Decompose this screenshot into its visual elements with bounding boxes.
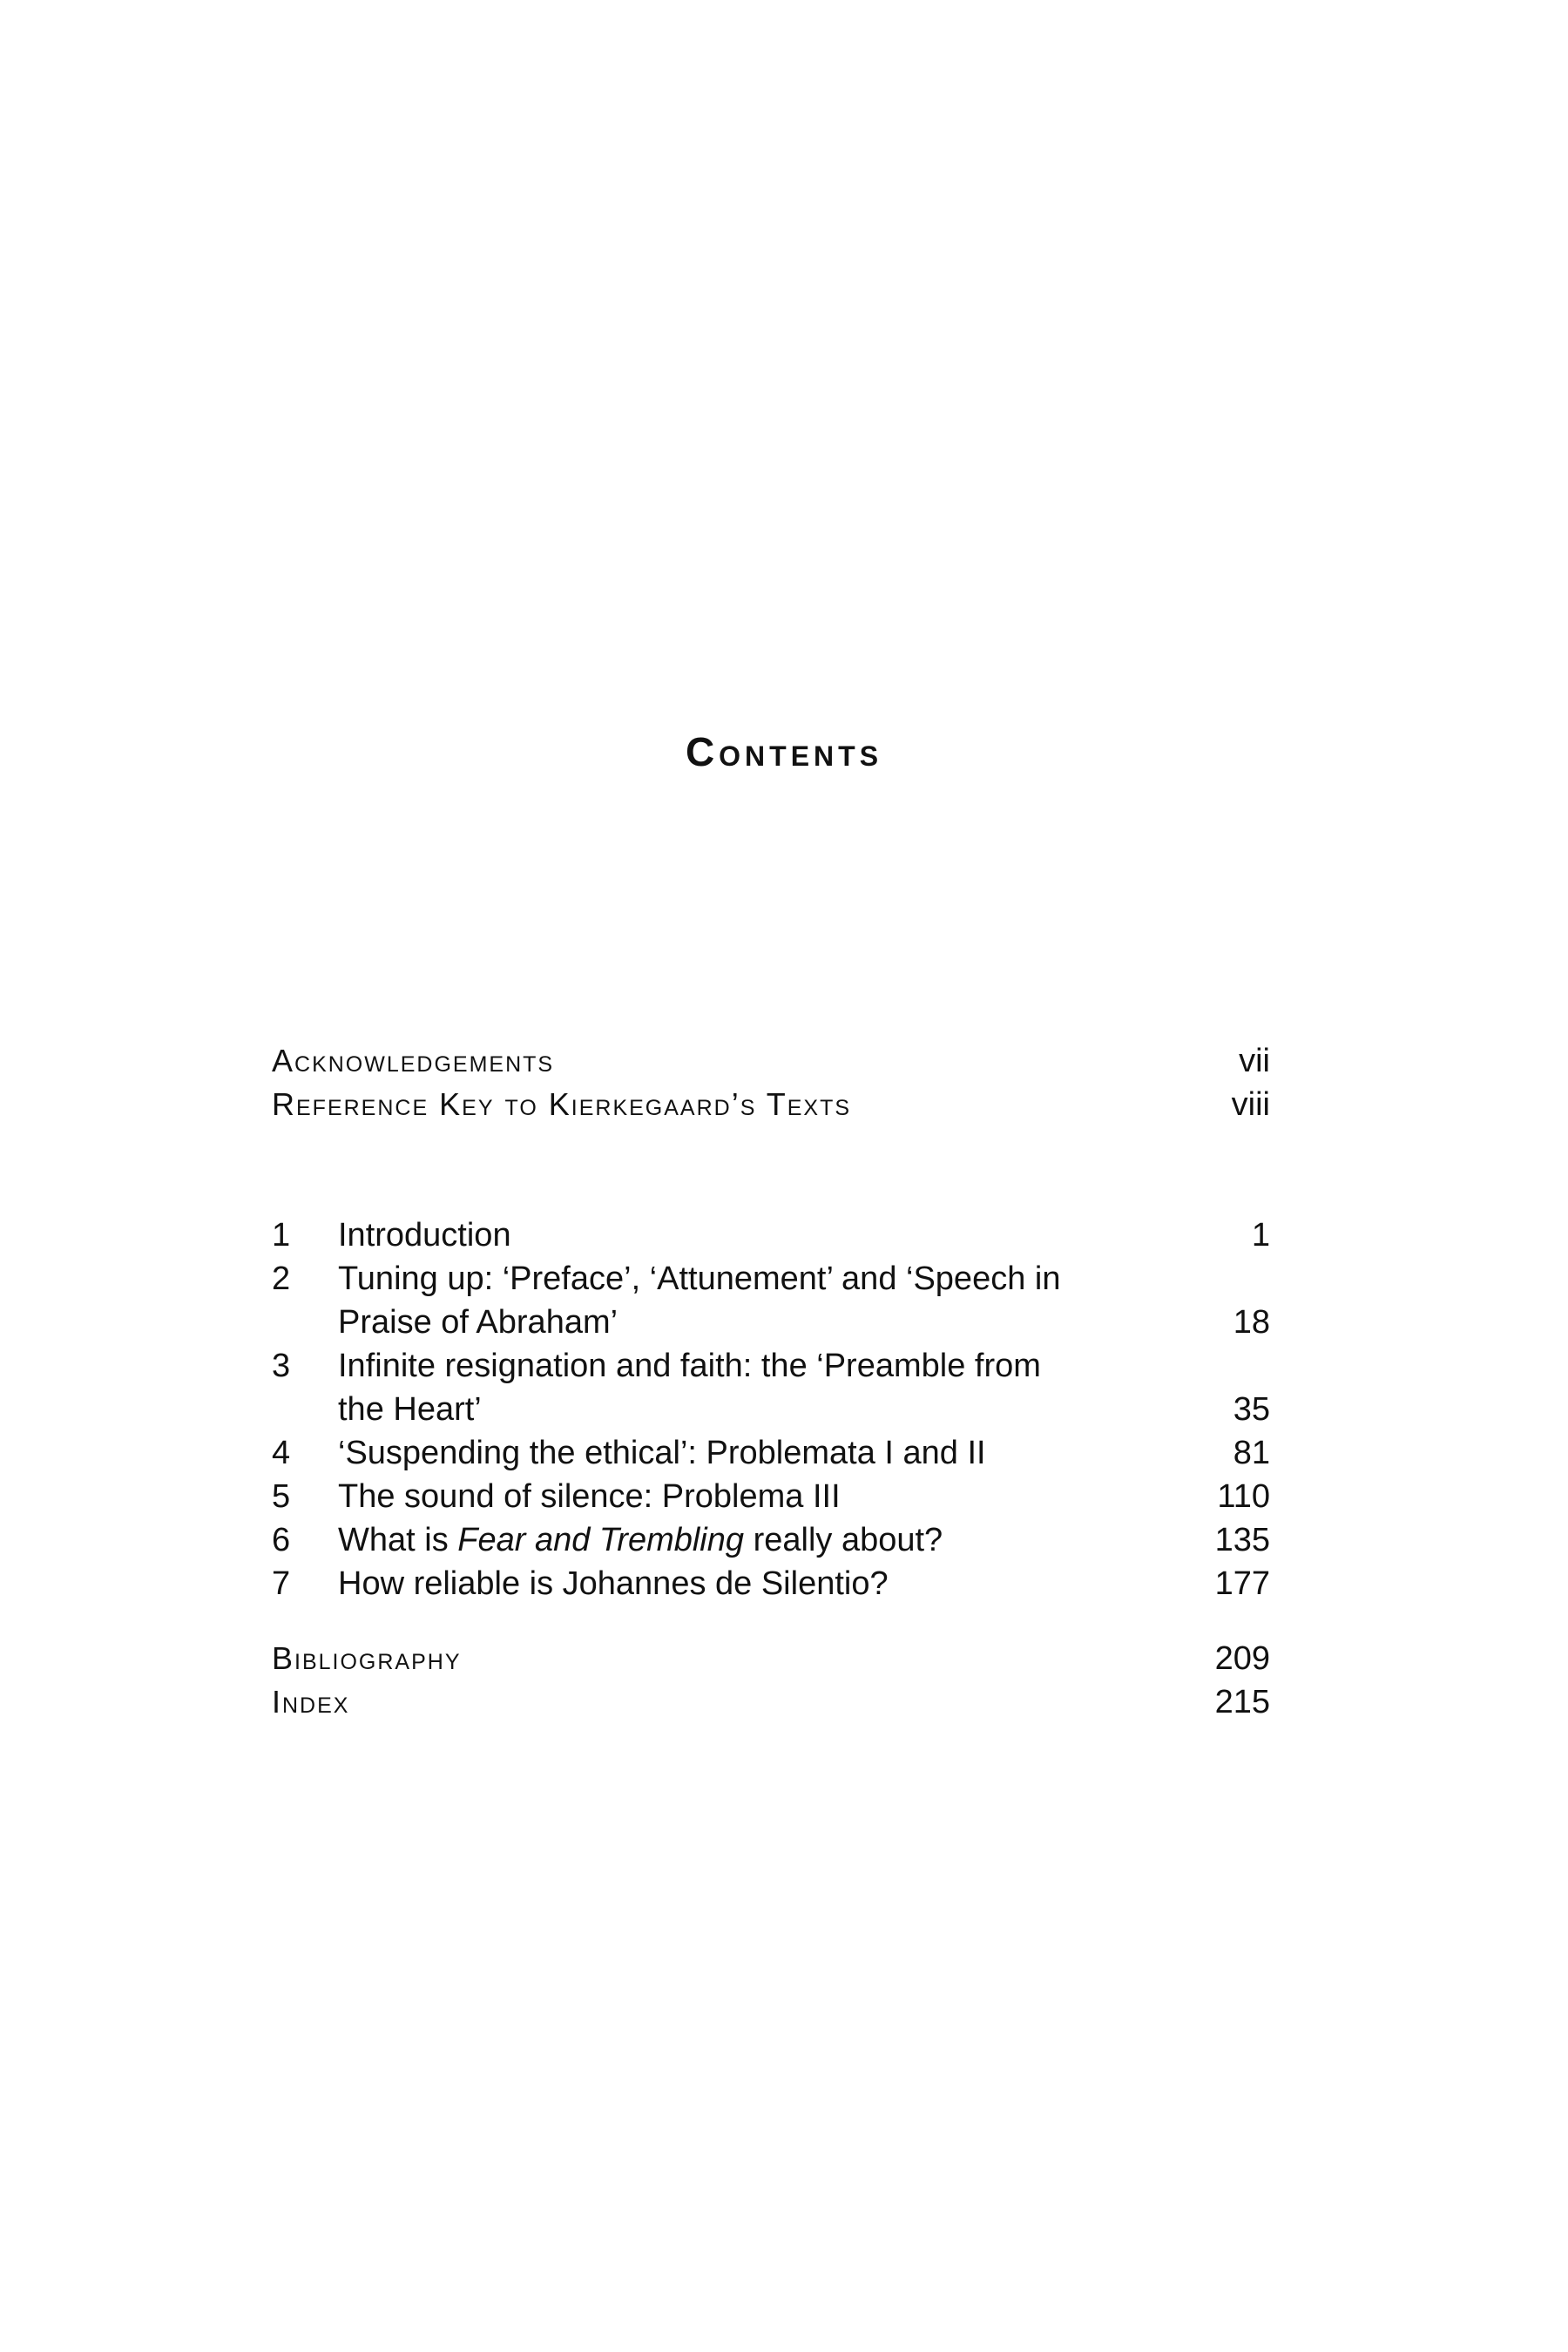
toc-chapter-5[interactable] [272,1475,1270,1518]
chapter-title: Introduction [338,1217,511,1254]
chapter-number: 1 [272,1217,291,1254]
toc-chapter-7[interactable] [272,1562,1270,1605]
toc-entry-label: Index [272,1684,350,1720]
toc-chapter-3[interactable] [272,1344,1270,1388]
chapter-number: 3 [272,1348,291,1384]
chapter-title: How reliable is Johannes de Silentio? [338,1565,889,1602]
chapter-page: 135 [1214,1522,1270,1558]
chapter-page: 18 [1233,1304,1270,1341]
toc-entry-page: vii [1239,1043,1270,1079]
chapter-page: 177 [1214,1565,1270,1602]
page-title: Contents [685,729,883,774]
toc-entry-acknowledgements[interactable] [272,1039,1270,1083]
toc-entry-page: viii [1231,1086,1270,1123]
chapter-title-prefix: What is [338,1522,458,1558]
toc-chapter-6[interactable] [272,1518,1270,1562]
toc-chapter-3-continued[interactable] [272,1388,1270,1431]
chapter-number: 4 [272,1435,291,1471]
chapter-page: 110 [1217,1478,1270,1515]
chapter-page: 81 [1233,1435,1270,1471]
toc-entry-page: 215 [1214,1684,1270,1720]
chapter-number: 5 [272,1478,291,1515]
chapter-number: 7 [272,1565,291,1602]
chapter-title-continued: Praise of Abraham’ [338,1304,618,1341]
chapter-title-italic: Fear and Trembling [457,1522,745,1558]
toc-chapter-2-continued[interactable] [272,1301,1270,1344]
toc-chapter-2[interactable] [272,1257,1270,1301]
chapter-page: 1 [1251,1217,1270,1254]
toc-chapter-1[interactable] [272,1213,1270,1257]
toc-entry-label: Acknowledgements [272,1043,555,1078]
toc-entry-index[interactable] [272,1680,1270,1724]
chapter-title-continued: the Heart’ [338,1391,482,1428]
toc-entry-page: 209 [1214,1640,1270,1677]
chapter-title: Tuning up: ‘Preface’, ‘Attunement’ and ‘Speech in [338,1260,1061,1297]
toc-chapter-4[interactable] [272,1431,1270,1475]
chapter-title: ‘Suspending the ethical’: Problemata I and II [338,1435,986,1471]
chapter-title: The sound of silence: Problema III [338,1478,841,1515]
chapter-number: 6 [272,1522,291,1558]
toc-entry-label: Reference Key to Kierkegaard’s Texts [272,1086,852,1122]
toc-entry-reference-key[interactable] [272,1083,1270,1126]
chapter-title-suffix: really about? [744,1522,943,1558]
chapter-title: Infinite resignation and faith: the ‘Preamble from [338,1348,1041,1384]
toc-entry-bibliography[interactable] [272,1637,1270,1680]
chapter-title [338,1518,943,1562]
chapter-number: 2 [272,1260,291,1297]
chapter-page: 35 [1233,1391,1270,1428]
toc-entry-label: Bibliography [272,1640,462,1676]
